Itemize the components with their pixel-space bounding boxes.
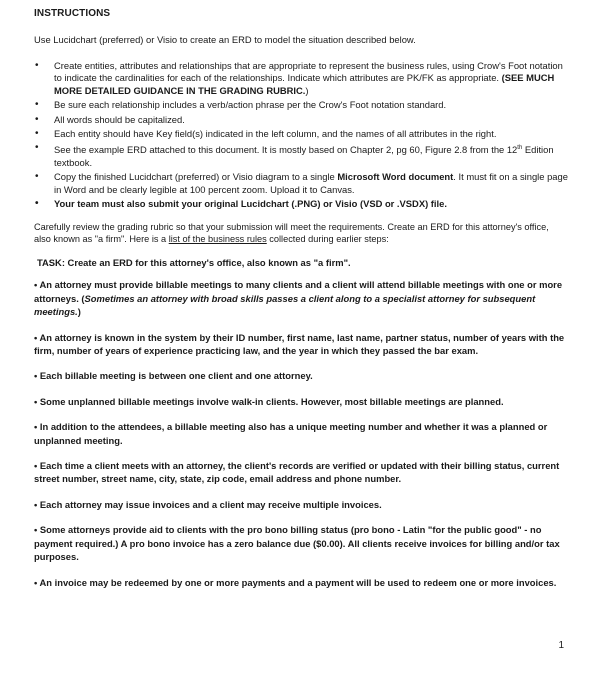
bullet-icon: • (35, 60, 39, 71)
business-rule: • In addition to the attendees, a billable meeting also has a unique meeting number and whether it was a planned or unplanned meeting. (34, 421, 548, 446)
instructions-heading: INSTRUCTIONS (34, 8, 111, 19)
task-heading: TASK: Create an ERD for this attorney's office, also known as "a firm". (37, 257, 351, 269)
list-item: • All words should be capitalized. (35, 113, 185, 125)
business-rule: • Some attorneys provide aid to clients with the pro bono billing status (pro bono - Latin "for the public good" - no payment required.) A pro bono invoice has a zero balance due ($0.00). All clients receive invoices for billing and/or tax purposes. (34, 524, 560, 563)
list-item: • Your team must also submit your original Lucidchart (.PNG) or Visio (VSD or .VSDX) file. (35, 198, 447, 210)
list-item: • Create entities, attributes and relationships that are appropriate to represent the business rules, using Crow's Foot notation to indicate the cardinalities for each of the relationships. Indicate which attributes are PK/FK as appropriate. (SEE MUCH MORE DETAILED GUIDANCE IN THE GRADING RUBRIC.) (35, 60, 563, 96)
business-rule: • An attorney is known in the system by their ID number, first name, last name, partner status, number of years with the firm, number of years of experience practicing law, and the year in which they passed the bar exam. (34, 331, 565, 357)
business-rule: • Each attorney may issue invoices and a client may receive multiple invoices. (34, 498, 382, 510)
bullet-icon: • (35, 142, 39, 154)
business-rules-link[interactable]: list of the business rules (168, 234, 267, 244)
intro-text: Use Lucidchart (preferred) or Visio to create an ERD to model the situation described below. (34, 34, 416, 45)
list-item: • Copy the finished Lucidchart (preferred) or Visio diagram to a single Microsoft Word document. It must fit on a single page in Word and be clearly legible at 100 percent zoom. Upload it to Canvas. (35, 171, 568, 195)
business-rule: • An attorney must provide billable meetings to many clients and a client will attend billable meetings with one or more attorneys. (Sometimes an attorney with broad skills passes a client along to a specialist attorney for subsequent meetings.) (34, 279, 563, 318)
list-item: • Each entity should have Key field(s) indicated in the left column, and the names of all attributes in the right. (35, 128, 497, 140)
business-rule: • Some unplanned billable meetings involve walk-in clients. However, most billable meetings are planned. (34, 395, 504, 407)
list-item: • See the example ERD attached to this document. It is mostly based on Chapter 2, pg 60, Figure 2.8 from the 12th Edition textbook. (35, 142, 554, 168)
business-rule: • Each time a client meets with an attorney, the client's records are verified or updated with their billing status, current street number, street name, city, state, zip code, email address and phone number. (34, 460, 560, 485)
bullet-icon: • (35, 198, 39, 210)
bullet-icon: • (35, 113, 39, 125)
list-item: • Be sure each relationship includes a verb/action phrase per the Crow's Foot notation standard. (35, 99, 447, 111)
page-number: 1 (558, 640, 564, 651)
bullet-icon: • (35, 128, 39, 140)
business-rule: • An invoice may be redeemed by one or more payments and a payment will be used to redeem one or more invoices. (34, 576, 557, 588)
review-paragraph: Carefully review the grading rubric so that your submission will meet the requirements. Create an ERD for this attorney's office, also known as "a firm". Here is a list of the business rules collected during earlier steps: (34, 221, 549, 244)
bullet-icon: • (35, 99, 39, 111)
business-rule: • Each billable meeting is between one client and one attorney. (34, 370, 313, 382)
instruction-list (34, 60, 568, 211)
document-page (34, 8, 568, 601)
bullet-icon: • (35, 171, 39, 183)
